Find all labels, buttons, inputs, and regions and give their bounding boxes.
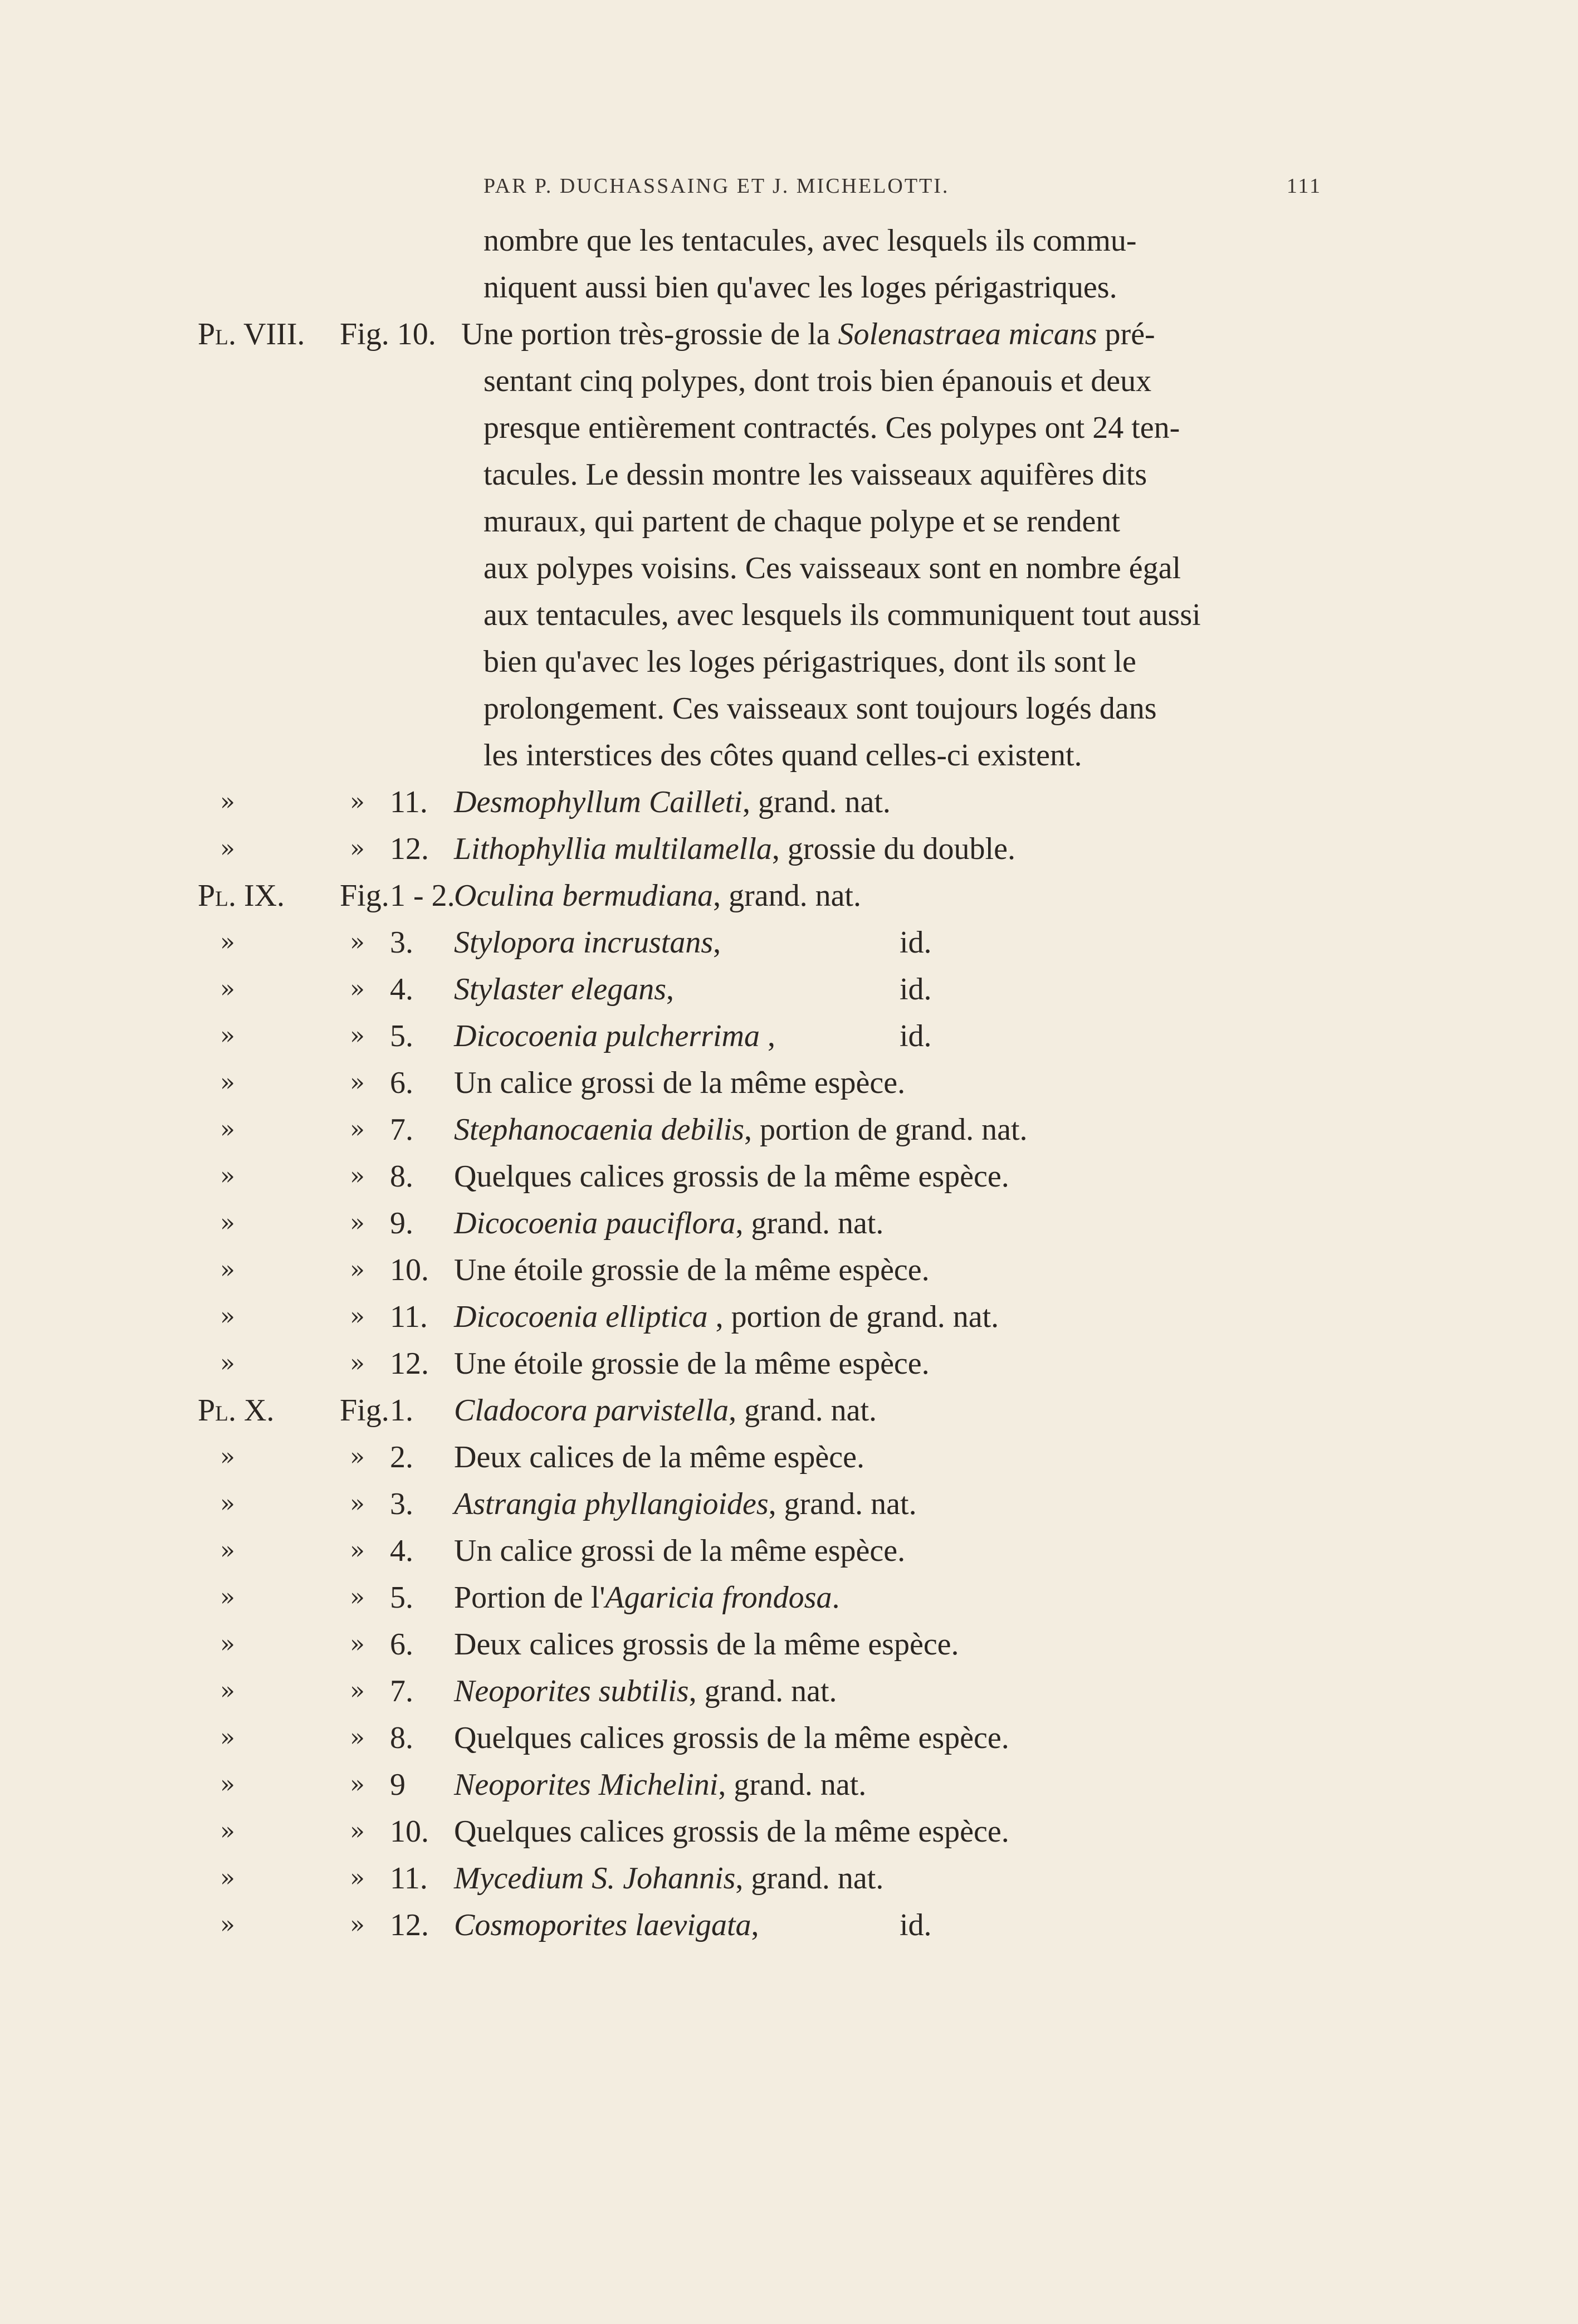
entry-text: , xyxy=(751,1908,759,1942)
figure-number: 4. xyxy=(390,972,413,1007)
entry-line xyxy=(454,872,1334,919)
figure-number: 8. xyxy=(390,1159,413,1194)
species-name: Stylopora incrustans xyxy=(454,925,714,960)
ditto-mark: » xyxy=(350,1022,365,1050)
ditto-mark: » xyxy=(350,1583,365,1612)
ditto-mark: » xyxy=(220,1209,235,1237)
running-header xyxy=(483,174,1322,198)
entry-line xyxy=(454,1668,1334,1715)
figure-number: 1. xyxy=(390,1393,413,1428)
entry-text: , xyxy=(713,925,721,960)
ditto-mark: » xyxy=(220,1677,235,1705)
entry-line xyxy=(454,1340,1334,1387)
entry-text: Un calice grossi de la même espèce. xyxy=(454,1534,906,1568)
entry-line: prolongement. Ces vaisseaux sont toujours logés dans xyxy=(483,691,1157,726)
ditto-mark: » xyxy=(220,1770,235,1799)
figure-number: 12. xyxy=(390,1908,429,1942)
ditto-mark: » xyxy=(220,1068,235,1097)
entry-line xyxy=(454,1106,1334,1153)
figure-number: 11. xyxy=(390,1300,428,1334)
continuation-line: nombre que les tentacules, avec lesquels ils commu- xyxy=(483,223,1137,258)
ditto-mark: » xyxy=(350,1677,365,1705)
ditto-mark: » xyxy=(220,975,235,1003)
plate-ref: Pl. X. xyxy=(198,1393,275,1428)
figure-number: 9 xyxy=(390,1768,406,1802)
entry-line xyxy=(454,1527,1334,1574)
entry-text: Portion de l' xyxy=(454,1580,605,1615)
entry-line xyxy=(454,1574,1334,1621)
ditto-mark: » xyxy=(220,1911,235,1939)
ditto-mark: » xyxy=(220,1443,235,1471)
entry-line xyxy=(454,1621,1334,1668)
idem-label: id. xyxy=(900,1019,932,1053)
ditto-mark: » xyxy=(220,1630,235,1658)
species-name: Solenastraea micans xyxy=(838,317,1097,351)
idem-label: id. xyxy=(900,925,932,960)
entry-text: , grand. nat. xyxy=(688,1674,837,1708)
figure-number: 5. xyxy=(390,1019,413,1053)
species-name: Dicocoenia pauciflora xyxy=(454,1206,736,1241)
figure-number: 5. xyxy=(390,1580,413,1615)
ditto-mark: » xyxy=(350,1349,365,1378)
entry-text: Quelques calices grossis de la même espèce. xyxy=(454,1814,1009,1849)
ditto-mark: » xyxy=(220,928,235,956)
figure-number: 12. xyxy=(390,1346,429,1381)
entry-line xyxy=(454,1153,1334,1200)
entry-text: , portion de grand. nat. xyxy=(707,1300,999,1334)
idem-label: id. xyxy=(900,972,932,1007)
figure-number: 3. xyxy=(390,1487,413,1521)
entry-line xyxy=(454,966,1334,1013)
ditto-mark: » xyxy=(220,1724,235,1752)
entry-text: , grand. nat. xyxy=(729,1393,877,1428)
entry-line xyxy=(454,1855,1334,1902)
entry-text: Quelques calices grossis de la même espèce. xyxy=(454,1159,1009,1194)
entry-line xyxy=(454,1434,1334,1481)
ditto-mark: » xyxy=(220,1864,235,1892)
entry-text: Deux calices de la même espèce. xyxy=(454,1440,864,1475)
species-name: Lithophyllia multilamella xyxy=(454,832,772,866)
species-name: Cladocora parvistella xyxy=(454,1393,729,1428)
entry-line: muraux, qui partent de chaque polype et se rendent xyxy=(483,504,1120,539)
entry-text: , grand. nat. xyxy=(718,1768,867,1802)
ditto-mark: » xyxy=(350,788,365,816)
species-name: Agaricia frondosa xyxy=(605,1580,832,1615)
entry-line: sentant cinq polypes, dont trois bien épanouis et deux xyxy=(483,364,1152,398)
entry-text: , grand. nat. xyxy=(742,785,891,819)
entry-text: , grand. nat. xyxy=(713,878,861,913)
entry-line xyxy=(454,1387,1334,1434)
ditto-mark: » xyxy=(350,1536,365,1565)
entry-text: , grand. nat. xyxy=(735,1206,884,1241)
species-name: Stylaster elegans xyxy=(454,972,667,1007)
species-name: Neoporites subtilis xyxy=(454,1674,689,1708)
ditto-mark: » xyxy=(220,788,235,816)
ditto-mark: » xyxy=(220,1115,235,1144)
species-name: Dicocoenia elliptica xyxy=(454,1300,708,1334)
entry-text: Un calice grossi de la même espèce. xyxy=(454,1066,906,1100)
entry-text: , xyxy=(666,972,675,1007)
ditto-mark: » xyxy=(220,1536,235,1565)
ditto-mark: » xyxy=(350,1630,365,1658)
figure-number: 9. xyxy=(390,1206,413,1241)
figure-number: 4. xyxy=(390,1534,413,1568)
figure-number: 3. xyxy=(390,925,413,960)
entry-line xyxy=(454,1200,1334,1247)
entry-text: Quelques calices grossis de la même espèce. xyxy=(454,1721,1009,1755)
entry-line xyxy=(454,1013,1334,1060)
entry-line xyxy=(454,1293,1334,1340)
running-title: PAR P. DUCHASSAING ET J. MICHELOTTI. xyxy=(483,174,950,198)
figure-ref: Fig. 10. xyxy=(340,317,436,351)
entry-line xyxy=(454,1902,1334,1949)
ditto-mark: » xyxy=(350,1490,365,1518)
ditto-mark: » xyxy=(350,1115,365,1144)
figure-number: 11. xyxy=(390,1861,428,1896)
entry-line xyxy=(454,826,1334,872)
species-name: Stephanocaenia debilis xyxy=(454,1112,745,1147)
ditto-mark: » xyxy=(220,1583,235,1612)
figure-number: 1 - 2. xyxy=(390,878,455,913)
species-name: Mycedium S. Johannis xyxy=(454,1861,736,1896)
entry-line: bien qu'avec les loges périgastriques, dont ils sont le xyxy=(483,645,1136,679)
figure-number: 10. xyxy=(390,1253,429,1287)
ditto-mark: » xyxy=(350,1443,365,1471)
ditto-mark: » xyxy=(350,1911,365,1939)
plate-ref: Pl. VIII. xyxy=(198,317,305,351)
entry-tail: pré- xyxy=(1105,317,1155,351)
ditto-mark: » xyxy=(350,1162,365,1190)
entry-line xyxy=(454,1060,1334,1106)
entry-text: Une étoile grossie de la même espèce. xyxy=(454,1346,930,1381)
figure-number: 11. xyxy=(390,785,428,819)
entry-line xyxy=(454,919,1334,966)
entry-text: , portion de grand. nat. xyxy=(744,1112,1028,1147)
ditto-mark: » xyxy=(220,1349,235,1378)
ditto-mark: » xyxy=(220,1256,235,1284)
ditto-mark: » xyxy=(350,1770,365,1799)
entry-line xyxy=(454,1715,1334,1761)
figure-number: 6. xyxy=(390,1627,413,1662)
entry-lead: Une portion très-grossie de la xyxy=(461,317,830,351)
ditto-mark: » xyxy=(220,1490,235,1518)
entry-line xyxy=(454,1808,1334,1855)
entry-text: , xyxy=(759,1019,775,1053)
figure-number: 12. xyxy=(390,832,429,866)
entry-line xyxy=(461,311,1308,358)
ditto-mark: » xyxy=(350,834,365,863)
entry-line xyxy=(454,1481,1334,1527)
entry-line xyxy=(454,1247,1334,1293)
species-name: Cosmoporites laevigata xyxy=(454,1908,751,1942)
ditto-mark: » xyxy=(220,834,235,863)
species-name: Dicocoenia pulcherrima xyxy=(454,1019,760,1053)
ditto-mark: » xyxy=(350,1068,365,1097)
figure-number: 10. xyxy=(390,1814,429,1849)
ditto-mark: » xyxy=(350,1256,365,1284)
ditto-mark: » xyxy=(350,975,365,1003)
idem-label: id. xyxy=(900,1908,932,1942)
figure-ref: Fig. xyxy=(340,1393,389,1428)
continuation-line: niquent aussi bien qu'avec les loges périgastriques. xyxy=(483,270,1117,305)
species-name: Neoporites Michelini xyxy=(454,1768,719,1802)
entry-line xyxy=(454,1761,1334,1808)
ditto-mark: » xyxy=(350,1724,365,1752)
species-name: Oculina bermudiana xyxy=(454,878,714,913)
figure-number: 7. xyxy=(390,1112,413,1147)
ditto-mark: » xyxy=(350,1209,365,1237)
entry-text: Une étoile grossie de la même espèce. xyxy=(454,1253,930,1287)
entry-line: aux tentacules, avec lesquels ils communiquent tout aussi xyxy=(483,598,1201,632)
species-name: Desmophyllum Cailleti xyxy=(454,785,742,819)
entry-line: aux polypes voisins. Ces vaisseaux sont en nombre égal xyxy=(483,551,1181,585)
entry-text: Deux calices grossis de la même espèce. xyxy=(454,1627,959,1662)
entry-text: . xyxy=(832,1580,840,1615)
ditto-mark: » xyxy=(220,1817,235,1845)
ditto-mark: » xyxy=(220,1022,235,1050)
page-number: 111 xyxy=(1286,174,1322,198)
entry-text: , grand. nat. xyxy=(768,1487,917,1521)
figure-ref: Fig. xyxy=(340,878,389,913)
figure-number: 2. xyxy=(390,1440,413,1475)
ditto-mark: » xyxy=(350,1817,365,1845)
ditto-mark: » xyxy=(220,1302,235,1331)
entry-line: tacules. Le dessin montre les vaisseaux aquifères dits xyxy=(483,457,1147,492)
plate-ref: Pl. IX. xyxy=(198,878,285,913)
species-name: Astrangia phyllangioides xyxy=(454,1487,769,1521)
entry-text: , grand. nat. xyxy=(735,1861,884,1896)
ditto-mark: » xyxy=(350,928,365,956)
figure-number: 6. xyxy=(390,1066,413,1100)
ditto-mark: » xyxy=(220,1162,235,1190)
entry-line: presque entièrement contractés. Ces polypes ont 24 ten- xyxy=(483,411,1180,445)
ditto-mark: » xyxy=(350,1864,365,1892)
entry-text: , grossie du double. xyxy=(771,832,1015,866)
figure-number: 8. xyxy=(390,1721,413,1755)
ditto-mark: » xyxy=(350,1302,365,1331)
entry-line: les interstices des côtes quand celles-ci existent. xyxy=(483,738,1082,773)
figure-number: 7. xyxy=(390,1674,413,1708)
entry-line xyxy=(454,779,1334,826)
